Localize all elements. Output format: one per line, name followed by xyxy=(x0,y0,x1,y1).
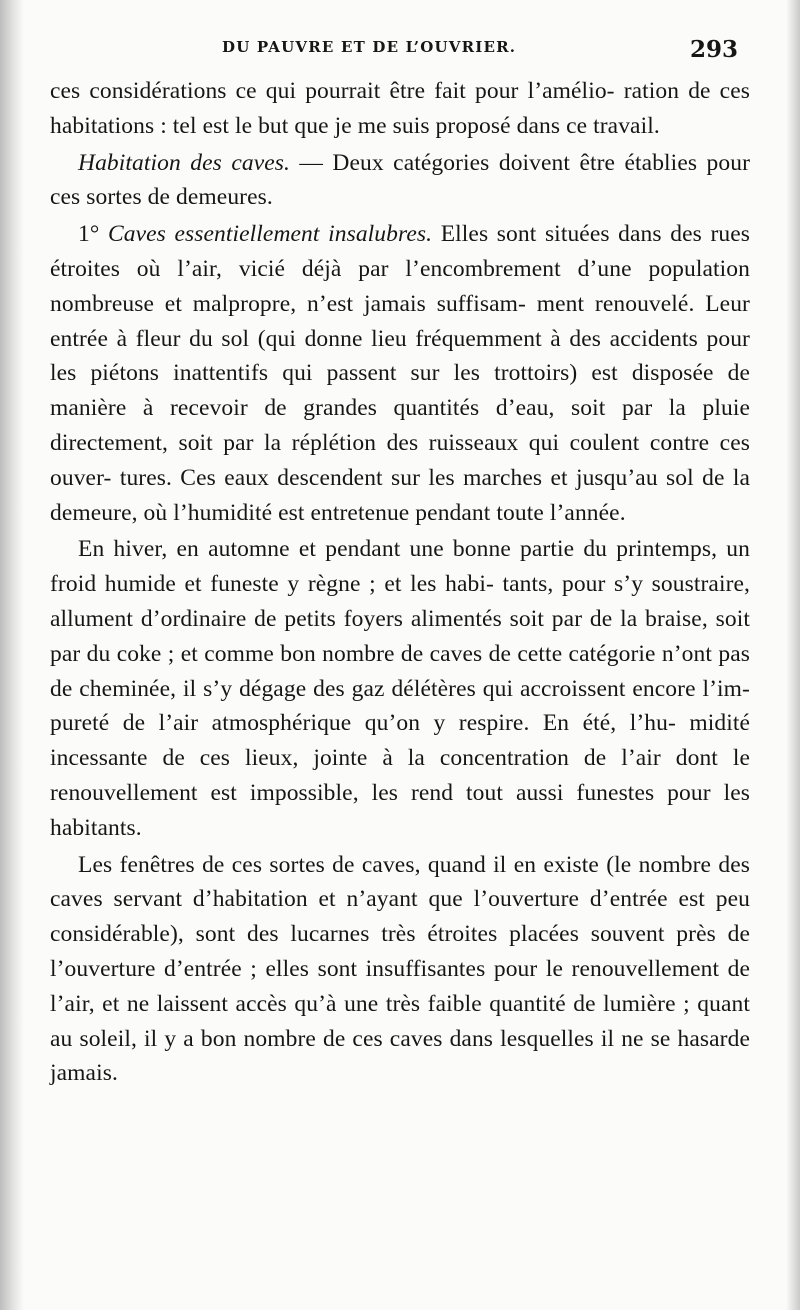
line: ration de ces habitations : tel est le but que je me suis proposé xyxy=(50,78,750,139)
line: l’année. xyxy=(549,499,626,526)
line: (le nombre des caves servant d’habitation et n’ayant que xyxy=(50,851,750,913)
line: Elles sont situées dans xyxy=(432,221,662,248)
line: pureté de l’air atmosphérique qu’on y respire. En été, l’hu- xyxy=(50,710,676,737)
line: alimentés soit par de la braise, soit par du coke ; et comme xyxy=(50,605,750,667)
line: printemps, un froid humide et funeste y règne ; et les habi- xyxy=(50,536,751,598)
paragraph-3 xyxy=(50,217,750,530)
line: des rues étroites où l’air, vicié déjà par l’encombrement d’une xyxy=(50,221,751,282)
item-heading-caves-insalubres: Caves essentiellement insalubres. xyxy=(107,221,433,248)
line: très étroites placées souvent près de l’ouverture d’entrée ; xyxy=(50,921,750,982)
page-edge-shadow-right xyxy=(786,0,800,1310)
line: de grandes quantités d’eau, soit par la pluie directement, soit xyxy=(50,395,750,456)
line: Les fenêtres de ces sortes de caves, quand il en existe xyxy=(78,851,599,878)
paragraph-4 xyxy=(50,532,750,845)
body-text xyxy=(50,74,750,1091)
line: tures. Ces eaux descendent sur les marches et jusqu’au sol de xyxy=(119,464,725,491)
line: ment renouvelé. Leur entrée à fleur du sol (qui donne lieu xyxy=(50,290,750,352)
line: établies pour ces sortes de demeures. xyxy=(50,149,750,211)
item-number: 1° xyxy=(78,221,100,248)
page-edge-shadow-left xyxy=(0,0,24,1310)
line: — Deux catégories doivent être xyxy=(289,149,616,176)
line: population nombreuse et malpropre, n’est jamais suffisam- xyxy=(50,255,750,317)
line: il s’y dégage des gaz délétères qui accroissent encore l’im- xyxy=(183,675,750,702)
paragraph-5 xyxy=(50,848,750,1092)
line: dans ce travail. xyxy=(516,112,660,139)
page-number: 293 xyxy=(689,36,738,63)
running-head: DU PAUVRE ET DE L’OUVRIER. xyxy=(222,38,517,56)
line: fréquemment à des accidents pour les piétons inattentifs qui xyxy=(50,325,750,387)
line: tants, pour s’y soustraire, allument d’ordinaire de petits foyers xyxy=(50,571,751,632)
paragraph-2 xyxy=(50,146,750,216)
section-heading-habitation-des-caves: Habitation des caves. xyxy=(78,149,290,176)
paragraph-1 xyxy=(50,74,750,144)
line: elles sont insuffisantes pour le renouvellement de l’air, et ne xyxy=(50,955,750,1017)
line: bon nombre de caves de cette catégorie n’ont pas de cheminée, xyxy=(50,640,750,702)
line: se hasarde jamais. xyxy=(50,1025,750,1087)
line: l’air dont le renouvellement est impossible, les rend tout xyxy=(50,745,750,806)
line: ces considérations ce qui pourrait être fait pour l’amélio- xyxy=(50,78,615,104)
line: En hiver, en automne et pendant une bonne partie du xyxy=(78,536,608,563)
line: l’ouverture d’entrée est peu considérable), sont des lucarnes xyxy=(50,886,751,948)
line: aussi funestes pour les habitants. xyxy=(50,779,750,841)
line: la demeure, où l’humidité est entretenue pendant toute xyxy=(50,464,750,526)
line: passent sur les trottoirs) est disposée de manière à recevoir xyxy=(50,360,750,422)
line: laissent accès qu’à une très faible quantité de lumière ; quant xyxy=(156,990,750,1017)
line: au soleil, il y a bon nombre de ces caves dans lesquelles il ne xyxy=(50,1025,644,1052)
line: midité incessante de ces lieux, jointe à la concentration de xyxy=(50,710,750,772)
line: par la réplétion des ruisseaux qui coulent contre ces ouver- xyxy=(50,429,750,491)
